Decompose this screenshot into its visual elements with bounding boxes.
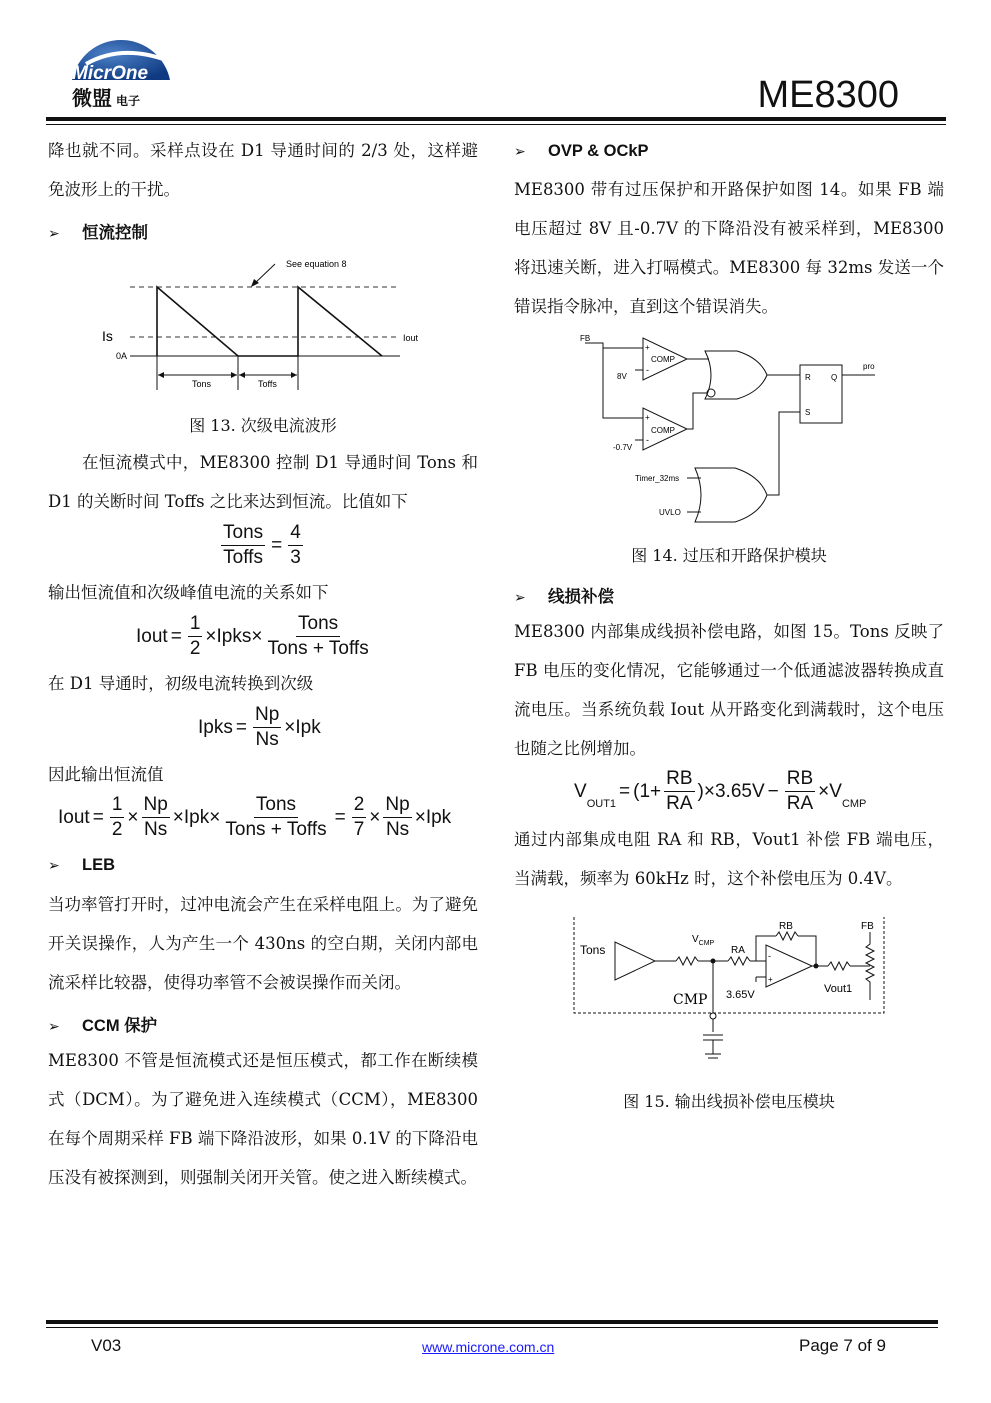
footer-page: Page 7 of 9: [799, 1336, 886, 1355]
tons-input-label: Tons: [580, 943, 606, 957]
timer-label: Timer_32ms: [635, 474, 680, 483]
heading-line-comp: ➢ 线损补偿: [514, 588, 614, 606]
svg-text:S: S: [805, 408, 811, 417]
8v-label: 8V: [617, 372, 627, 381]
svg-text:-: -: [768, 951, 771, 961]
fb-label: FB: [861, 921, 874, 932]
figure-14-caption: 图 14. 过压和开路保护模块: [631, 546, 827, 565]
figure-15-compensation-circuit: [570, 912, 890, 1072]
right-para-1: ME8300 带有过压保护和开路保护如图 14。如果 FB 端电压超过 8V 且-0.7V 的下降沿没有被采样到，ME8300 将迅速关断，进入打嗝模式。ME8300 每 32ms 发送一个错误指令脉冲，直到这个错误消失。: [514, 180, 944, 316]
left-para-6: 当功率管打开时，过冲电流会产生在采样电阻上。为了避免开关误操作，人为产生一个 430ns 的空白期，关闭内部电流采样比较器，使得功率管不会被误操作而关闭。: [48, 895, 478, 992]
heading-leb: ➢ LEB: [48, 856, 115, 874]
svg-text:R: R: [805, 373, 811, 382]
footer-rule-thick: [46, 1320, 938, 1324]
arrow-icon: ➢: [514, 144, 526, 160]
left-para-3: 输出恒流值和次级峰值电流的关系如下: [48, 583, 329, 602]
footer-url-link[interactable]: www.microne.com.cn: [422, 1339, 555, 1355]
figure-14-protection-circuit: [575, 328, 895, 528]
figure-13-waveform: [100, 250, 440, 400]
see-equation-label: See equation 8: [286, 259, 347, 269]
equation-1: $\frac{\text{Tons}}{\text{Toffs}}$ = $\frac{4}{3}$: [223, 522, 301, 568]
cmp-label: CMP: [673, 992, 708, 1008]
equation-2: Iout = $\frac{1}{2}$ × Ipks × $\frac{\text{Tons}}{\text{Tons + Toffs}}$: [136, 613, 369, 659]
heading-cc: ➢ 恒流控制: [48, 224, 148, 242]
rb-label: RB: [779, 921, 793, 932]
uvlo-label: UVLO: [659, 508, 681, 517]
right-para-2: ME8300 内部集成线损补偿电路，如图 15。Tons 反映了 FB 电压的变化情况，它能够通过一个低通滤波器转换成直流电压。当系统负载 Iout 从开路变化到满载时，这个电压也随之比例增加。: [514, 622, 944, 758]
arrow-icon: ➢: [48, 226, 60, 242]
footer-version: V03: [91, 1336, 122, 1355]
heading-ovp: ➢ OVP & OCkP: [514, 142, 649, 160]
tons-label: Tons: [192, 379, 212, 389]
left-para-5: 因此输出恒流值: [48, 765, 164, 784]
toffs-label: Toffs: [258, 379, 277, 389]
svg-text:-: -: [646, 365, 649, 375]
arrow-icon: ➢: [48, 1019, 60, 1035]
equation-3: Ipks = $\frac{Np}{Ns}$ × Ipk: [198, 704, 321, 750]
left-para-2: 在恒流模式中，ME8300 控制 D1 导通时间 Tons 和 D1 的关断时间 Toffs 之比来达到恒流。比值如下: [48, 453, 478, 511]
left-para-1: 降也就不同。采样点设在 D1 导通时间的 2/3 处，这样避免波形上的干扰。: [48, 141, 478, 199]
comp2-label: COMP: [651, 426, 675, 435]
heading-ccm: ➢ CCM 保护: [48, 1017, 158, 1035]
part-number: ME8300: [757, 74, 899, 116]
logo-text-en: MicrOne: [72, 63, 149, 84]
figure-15-caption: 图 15. 输出线损补偿电压模块: [623, 1092, 835, 1111]
fb-label: FB: [580, 334, 591, 343]
logo: [66, 22, 176, 112]
is-label: Is: [102, 328, 113, 344]
svg-text:+: +: [645, 413, 650, 422]
logo-text-cn: 微盟 电子: [72, 88, 141, 110]
arrow-icon: ➢: [514, 590, 526, 606]
equation-5: V $_{OUT1}$ = (1+ $\frac{RB}{RA}$ ) × 3.65V − $\frac{RB}{RA}$ × V $_{CMP}$: [574, 768, 867, 814]
footer-rule-thin: [46, 1327, 938, 1328]
equation-4: Iout = $\frac{1}{2}$ × $\frac{Np}{Ns}$ × Ipk × $\frac{\text{Tons}}{\text{Tons + Toffs}}$ = $\frac{2}{7}$ × $\frac{Np}{Ns}$ × Ipk: [58, 794, 452, 840]
header-rule-thin: [46, 124, 946, 125]
365v-label: 3.65V: [726, 989, 755, 1001]
pro-label: pro: [863, 362, 875, 371]
svg-text:+: +: [768, 975, 773, 984]
vcmp-label: $V_{CMP}$: [692, 934, 715, 947]
vout1-label: Vout1: [824, 983, 853, 995]
zero-label: 0A: [116, 351, 128, 361]
neg-07v-label: -0.7V: [613, 443, 633, 452]
svg-text:Q: Q: [831, 373, 838, 382]
iout-label: Iout: [403, 333, 419, 343]
left-para-7: ME8300 不管是恒流模式还是恒压模式，都工作在断续模式（DCM）。为了避免进入连续模式（CCM），ME8300 在每个周期采样 FB 端下降沿波形，如果 0.1V 的下降沿电压没有被探测到，则强制关闭开关管。使之进入断续模式。: [48, 1051, 478, 1187]
left-para-4: 在 D1 导通时，初级电流转换到次级: [48, 674, 314, 693]
right-para-3: 通过内部集成电阻 RA 和 RB，Vout1 补偿 FB 端电压，当满载，频率为 60kHz 时，这个补偿电压为 0.4V。: [514, 830, 944, 888]
ra-label: RA: [731, 945, 745, 956]
comp1-label: COMP: [651, 355, 675, 364]
arrow-icon: ➢: [48, 858, 60, 874]
svg-text:-: -: [646, 435, 649, 445]
header-rule-thick: [46, 117, 946, 121]
figure-13-caption: 图 13. 次级电流波形: [189, 416, 337, 435]
svg-text:+: +: [645, 343, 650, 352]
